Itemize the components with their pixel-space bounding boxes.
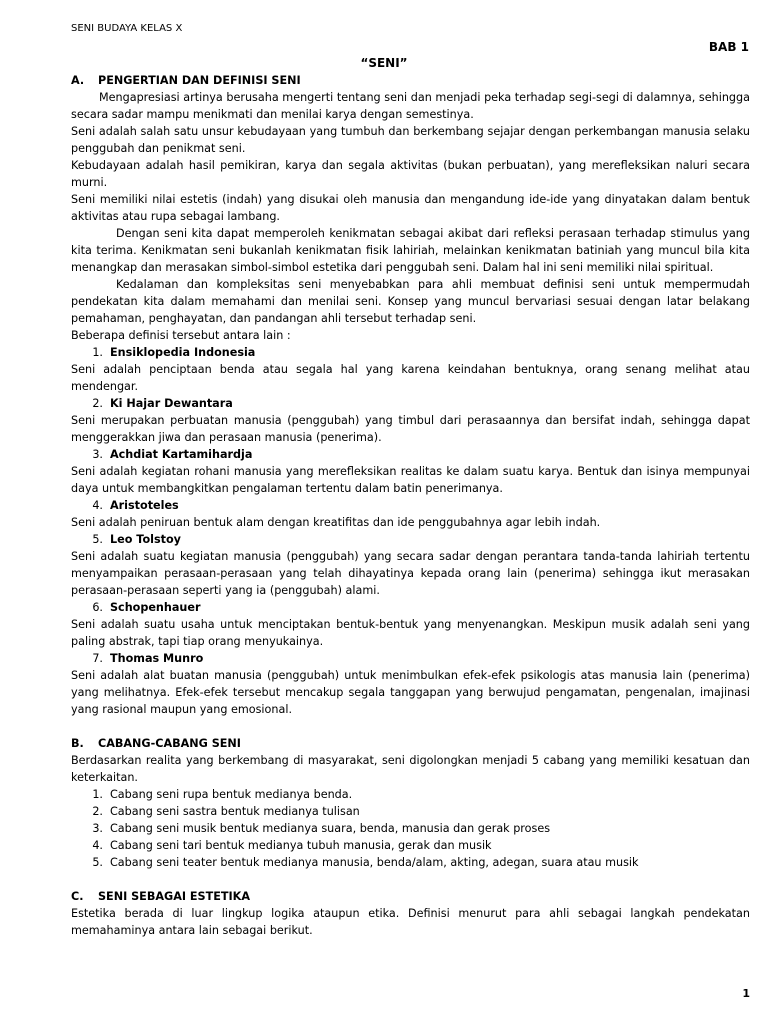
definition-title: 5. Leo Tolstoy bbox=[92, 533, 181, 546]
definition-text: Seni adalah peniruan bentuk alam dengan kreatifitas dan ide penggubahnya agar lebih indah. bbox=[71, 516, 601, 529]
definition-title: 2. Ki Hajar Dewantara bbox=[92, 397, 233, 410]
list-item: 4. Cabang seni tari bentuk medianya tubuh manusia, gerak dan musik bbox=[92, 839, 492, 852]
section-letter: A. bbox=[71, 74, 85, 87]
definition-text: Seni adalah alat buatan manusia (penggubah) untuk menimbulkan efek-efek psikologis atas manusia lain (penerima) yang melihatnya. Efek-efek tersebut mencakup segala tanggapan yang berwujud pengamatan, pengenalan, imajinasi yang rasional maupun yang emosional. bbox=[71, 669, 750, 716]
document-title: “SENI” bbox=[360, 56, 408, 70]
paragraph: Dengan seni kita dapat memperoleh kenikmatan sebagai akibat dari refleksi perasaan terhadap stimulus yang kita terima. Kenikmatan seni bukanlah kenikmatan fisik lahiriah, melainkan kenikmatan batiniah yang muncul bila kita menangkap dan merasakan simbol-simbol estetika dari penggubah seni. Dalam hal ini seni memiliki nilai spiritual. bbox=[71, 227, 750, 274]
paragraph: Estetika berada di luar lingkup logika ataupun etika. Definisi menurut para ahli sebagai langkah pendekatan memahaminya antara lain sebagai berikut. bbox=[71, 907, 750, 937]
definition-text: Seni adalah kegiatan rohani manusia yang merefleksikan realitas ke dalam suatu karya. Bentuk dan isinya mempunyai daya untuk membangkitkan pengalaman tertentu dalam batin penerimanya. bbox=[71, 465, 750, 495]
section-a-heading bbox=[71, 72, 750, 89]
paragraph: Berdasarkan realita yang berkembang di masyarakat, seni digolongkan menjadi 5 cabang yang memiliki kesatuan dan keterkaitan. bbox=[71, 754, 750, 784]
paragraph: Beberapa definisi tersebut antara lain : bbox=[71, 329, 291, 342]
definition-title: 7. Thomas Munro bbox=[92, 652, 204, 665]
paragraph: Kedalaman dan kompleksitas seni menyebabkan para ahli membuat definisi seni untuk mempermudah pendekatan kita dalam memahami dan menilai seni. Konsep yang muncul bervariasi sesuai dengan latar belakang pemahaman, penghayatan, dan pandangan ahli tersebut terhadap seni. bbox=[71, 278, 750, 325]
definition-title: 6. Schopenhauer bbox=[92, 601, 201, 614]
definition-title: 4. Aristoteles bbox=[92, 499, 179, 512]
definition-text: Seni adalah suatu kegiatan manusia (penggubah) yang secara sadar dengan perantara tanda-tanda lahiriah tertentu menyampaikan perasaan-perasaan yang telah dihayatinya kepada orang lain (penerima) sehingga ikut merasakan perasaan-perasaan seperti yang ia (penggubah) alami. bbox=[71, 550, 750, 597]
paragraph: Mengapresiasi artinya berusaha mengerti tentang seni dan menjadi peka terhadap segi-segi di dalamnya, sehingga secara sadar mampu menikmati dan menilai karya dengan semestinya. bbox=[71, 91, 750, 121]
paragraph: Seni adalah salah satu unsur kebudayaan yang tumbuh dan berkembang sejajar dengan perkembangan manusia selaku penggubah dan penikmat seni. bbox=[71, 125, 750, 155]
definition-text: Seni merupakan perbuatan manusia (penggubah) yang timbul dari perasaannya dan bersifat indah, sehingga dapat menggerakkan jiwa dan perasaan manusia (penerima). bbox=[71, 414, 750, 444]
list-item: 3. Cabang seni musik bentuk medianya suara, benda, manusia dan gerak proses bbox=[92, 822, 551, 835]
spacer bbox=[71, 871, 750, 888]
section-letter: C. bbox=[71, 890, 84, 903]
list-item: 2. Cabang seni sastra bentuk medianya tulisan bbox=[92, 805, 360, 818]
definition-title: 1. Ensiklopedia Indonesia bbox=[92, 346, 256, 359]
paragraph: Kebudayaan adalah hasil pemikiran, karya dan segala aktivitas (bukan perbuatan), yang merefleksikan naluri secara murni. bbox=[71, 159, 750, 189]
definition-text: Seni adalah penciptaan benda atau segala hal yang karena keindahan bentuknya, orang senang melihat atau mendengar. bbox=[71, 363, 750, 393]
section-title: PENGERTIAN DAN DEFINISI SENI bbox=[98, 74, 301, 87]
section-title: SENI SEBAGAI ESTETIKA bbox=[98, 890, 250, 903]
list-item: 1. Cabang seni rupa bentuk medianya benda. bbox=[92, 788, 353, 801]
definition-text: Seni adalah suatu usaha untuk menciptakan bentuk-bentuk yang menyenangkan. Meskipun musik adalah seni yang paling abstrak, tapi tiap orang menyukainya. bbox=[71, 618, 750, 648]
section-c-heading bbox=[71, 888, 750, 905]
running-header: SENI BUDAYA KELAS X bbox=[71, 23, 183, 34]
list-item: 5. Cabang seni teater bentuk medianya manusia, benda/alam, akting, adegan, suara atau musik bbox=[92, 856, 639, 869]
definition-title: 3. Achdiat Kartamihardja bbox=[92, 448, 253, 461]
section-title: CABANG-CABANG SENI bbox=[98, 737, 241, 750]
section-letter: B. bbox=[71, 737, 84, 750]
definition-list bbox=[71, 344, 750, 718]
spacer bbox=[71, 718, 750, 735]
paragraph: Seni memiliki nilai estetis (indah) yang disukai oleh manusia dan mengandung ide-ide yang dinyatakan dalam bentuk aktivitas atau rupa sebagai lambang. bbox=[71, 193, 750, 223]
document-body bbox=[71, 72, 750, 939]
chapter-label: BAB 1 bbox=[708, 40, 749, 54]
section-b-heading bbox=[71, 735, 750, 752]
branch-list bbox=[71, 786, 750, 871]
page-number: 1 bbox=[742, 987, 750, 1000]
